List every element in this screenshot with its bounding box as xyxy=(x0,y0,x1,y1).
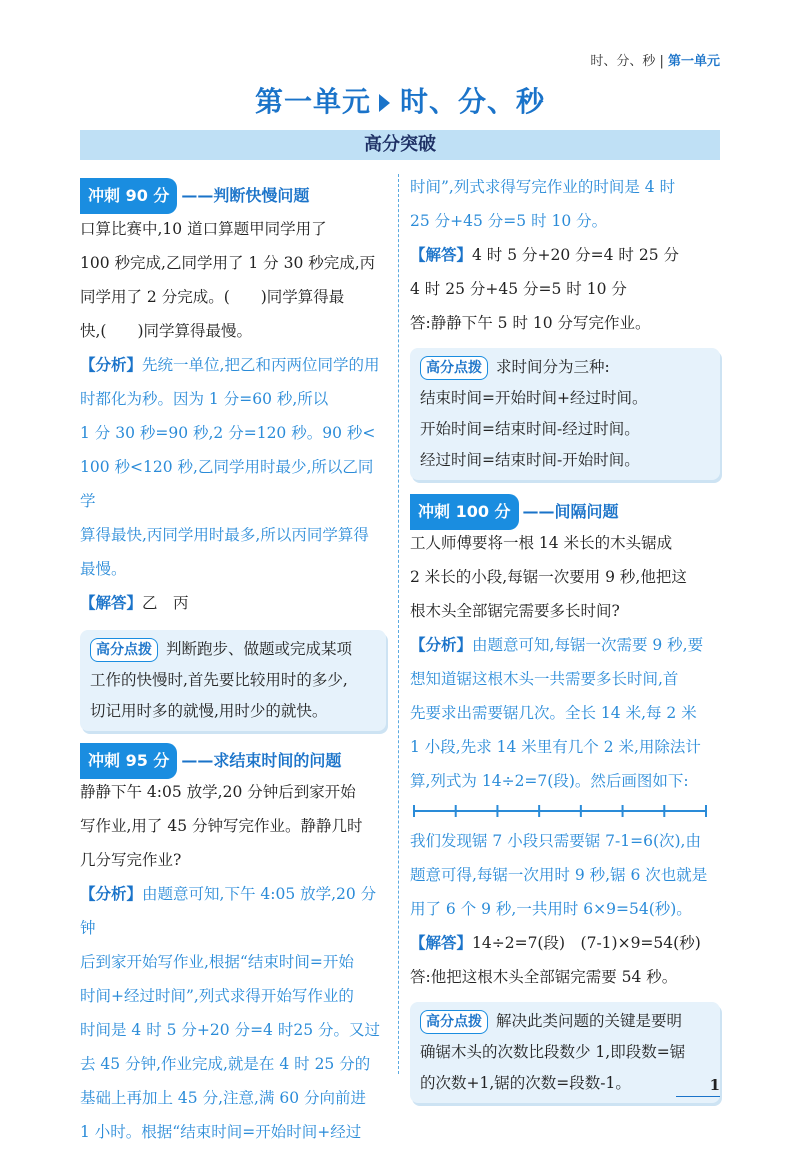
tip-line: 经过时间=结束时间-开始时间。 xyxy=(420,451,640,469)
section-95-title: ——求结束时间的问题 xyxy=(181,751,342,770)
section-95-question xyxy=(80,775,386,877)
section-100-header xyxy=(410,498,720,526)
question-line: 静静下午 4:05 放学,20 分钟后到家开始 xyxy=(80,783,356,801)
page-title xyxy=(0,80,800,120)
analysis-line: 想知道锯这根木头一共需要多长时间,首 xyxy=(410,670,679,688)
analysis-line: 1 小时。根据“结束时间=开始时间+经过 xyxy=(80,1123,362,1141)
analysis-line: 后到家开始写作业,根据“结束时间=开始 xyxy=(80,953,354,971)
section-100-tag: 冲刺 100 分 xyxy=(410,494,519,530)
analysis-line: 算,列式为 14÷2=7(段)。然后画图如下: xyxy=(410,772,689,790)
analysis-line: 时间+经过时间”,列式求得开始写作业的 xyxy=(80,987,354,1005)
column-divider xyxy=(398,174,399,1074)
running-header xyxy=(590,50,720,69)
analysis-line: 时间”,列式求得写完作业的时间是 4 时 xyxy=(410,178,676,196)
analysis-line: 我们发现锯 7 小段只需要锯 7-1=6(次),由 xyxy=(410,832,701,850)
analysis-line: 基础上再加上 45 分,注意,满 60 分向前进 xyxy=(80,1089,367,1107)
tip-line: 判断跑步、做题或完成某项 xyxy=(166,640,353,658)
header-unit: 第一单元 xyxy=(667,54,720,69)
section-90-tag: 冲刺 90 分 xyxy=(80,178,177,214)
section-100-analysis-cont xyxy=(410,824,720,926)
answer-label: 【解答】 xyxy=(410,246,473,264)
analysis-label: 【分析】 xyxy=(80,356,143,374)
title-unit: 第一单元 xyxy=(254,85,371,118)
question-line: 快,( )同学算得最慢。 xyxy=(80,322,253,340)
section-95-analysis xyxy=(80,877,386,1149)
tip-line: 解决此类问题的关键是要明 xyxy=(496,1012,683,1030)
analysis-label: 【分析】 xyxy=(410,636,473,654)
analysis-line: 1 小段,先求 14 米里有几个 2 米,用除法计 xyxy=(410,738,701,756)
tip-line: 的次数+1,锯的次数=段数-1。 xyxy=(420,1074,631,1092)
analysis-line: 100 秒<120 秒,乙同学用时最少,所以乙同学 xyxy=(80,458,374,510)
wood-segment-diagram xyxy=(410,804,710,818)
answer-text: 乙 丙 xyxy=(142,594,189,612)
analysis-label: 【分析】 xyxy=(80,885,143,903)
tip-tag: 高分点拨 xyxy=(420,356,488,380)
header-topic: 时、分、秒 | xyxy=(590,54,668,69)
title-topic: 时、分、秒 xyxy=(400,85,546,118)
analysis-line: 先统一单位,把乙和丙两位同学的用 xyxy=(142,356,380,374)
section-95-tip xyxy=(410,348,720,480)
tip-line: 工作的快慢时,首先要比较用时的多少, xyxy=(90,671,348,689)
section-95-tag: 冲刺 95 分 xyxy=(80,743,177,779)
tip-line: 确锯木头的次数比段数少 1,即段数=锯 xyxy=(420,1043,686,1061)
answer-label: 【解答】 xyxy=(410,934,473,952)
question-line: 同学用了 2 分完成。( )同学算得最 xyxy=(80,288,345,306)
answer-line: 答:静静下午 5 时 10 分写完作业。 xyxy=(410,314,651,332)
analysis-line: 时间是 4 时 5 分+20 分=4 时25 分。又过 xyxy=(80,1021,380,1039)
question-line: 工人师傅要将一根 14 米长的木头锯成 xyxy=(410,534,673,552)
question-line: 几分写完作业? xyxy=(80,851,182,869)
page-number: 1 xyxy=(709,1076,720,1094)
section-90-question xyxy=(80,212,386,348)
tip-tag: 高分点拨 xyxy=(420,1010,488,1034)
section-90-tip xyxy=(80,630,386,731)
answer-line: 答:他把这根木头全部锯完需要 54 秒。 xyxy=(410,968,678,986)
analysis-line: 1 分 30 秒=90 秒,2 分=120 秒。90 秒< xyxy=(80,424,376,442)
analysis-line: 去 45 分钟,作业完成,就是在 4 时 25 分的 xyxy=(80,1055,371,1073)
tip-line: 切记用时多的就慢,用时少的就快。 xyxy=(90,702,328,720)
answer-line: 4 时 25 分+45 分=5 时 10 分 xyxy=(410,280,627,298)
question-line: 根木头全部锯完需要多长时间? xyxy=(410,602,620,620)
answer-label: 【解答】 xyxy=(80,594,143,612)
tip-line: 求时间分为三种: xyxy=(496,358,610,376)
analysis-line: 25 分+45 分=5 时 10 分。 xyxy=(410,212,608,230)
section-95-header xyxy=(80,747,386,775)
section-90-header xyxy=(80,182,386,210)
analysis-line: 先要求出需要锯几次。全长 14 米,每 2 米 xyxy=(410,704,697,722)
analysis-line: 算得最快,丙同学用时最多,所以丙同学算得 xyxy=(80,526,369,544)
section-100-answer xyxy=(410,926,720,994)
section-90-title: ——判断快慢问题 xyxy=(181,186,310,205)
section-band: 高分突破 xyxy=(80,130,720,160)
section-90-analysis xyxy=(80,348,386,586)
tip-tag: 高分点拨 xyxy=(90,638,158,662)
analysis-line: 用了 6 个 9 秒,一共用时 6×9=54(秒)。 xyxy=(410,900,692,918)
analysis-line: 由题意可知,每锯一次需要 9 秒,要 xyxy=(472,636,704,654)
section-95-answer xyxy=(410,238,720,340)
page-number-underline xyxy=(676,1096,720,1097)
answer-line: 14÷2=7(段) (7-1)×9=54(秒) xyxy=(472,934,701,952)
analysis-line: 由题意可知,下午 4:05 放学,20 分钟 xyxy=(80,885,377,937)
analysis-line: 最慢。 xyxy=(80,560,127,578)
section-95-analysis-cont xyxy=(410,170,720,238)
question-line: 写作业,用了 45 分钟写完作业。静静几时 xyxy=(80,817,363,835)
left-column xyxy=(80,182,386,1149)
question-line: 口算比赛中,10 道口算题甲同学用了 xyxy=(80,220,327,238)
question-line: 2 米长的小段,每锯一次要用 9 秒,他把这 xyxy=(410,568,687,586)
analysis-line: 题意可得,每锯一次用时 9 秒,锯 6 次也就是 xyxy=(410,866,708,884)
tip-line: 结束时间=开始时间+经过时间。 xyxy=(420,389,648,407)
section-100-tip xyxy=(410,1002,720,1103)
question-line: 100 秒完成,乙同学用了 1 分 30 秒完成,丙 xyxy=(80,254,376,272)
answer-line: 4 时 5 分+20 分=4 时 25 分 xyxy=(472,246,680,264)
triangle-icon xyxy=(379,94,390,112)
right-column xyxy=(410,170,720,1103)
section-100-title: ——间隔问题 xyxy=(522,502,619,521)
tip-line: 开始时间=结束时间-经过时间。 xyxy=(420,420,640,438)
analysis-line: 时都化为秒。因为 1 分=60 秒,所以 xyxy=(80,390,329,408)
section-90-answer xyxy=(80,586,386,620)
section-100-question xyxy=(410,526,720,628)
section-100-analysis xyxy=(410,628,720,798)
